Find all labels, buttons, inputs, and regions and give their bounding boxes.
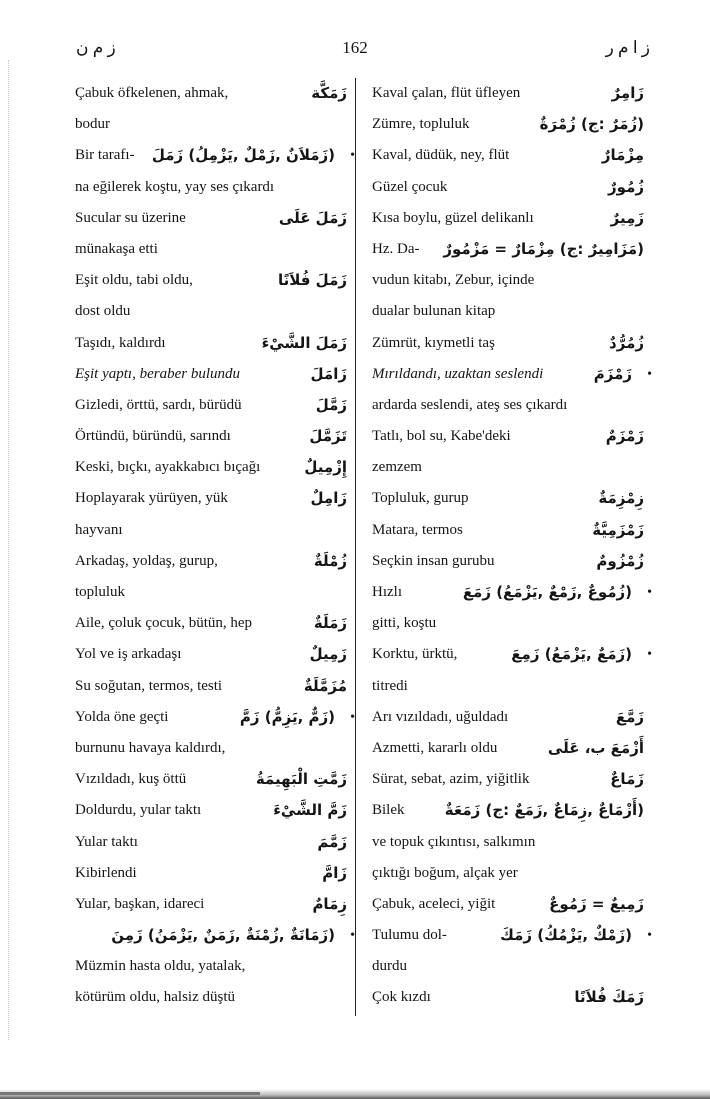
arabic-headword: زَمَكَ فُلاَنًا: [574, 988, 644, 1007]
arabic-headword: زَمَّ الشَّيْءَ: [273, 801, 347, 820]
arabic-headword: (أَزْمَاعٌ ,زِمَاعٌ ,زَمَعٌ :ج) زَمَعَةٌ: [444, 801, 644, 820]
dictionary-line: [372, 452, 644, 483]
definition-text: na eğilerek koştu, yay ses çıkardı: [75, 178, 275, 195]
arabic-headword: مِزْمَارٌ: [601, 146, 644, 165]
definition-text: Matara, termos: [372, 521, 463, 538]
definition-text: Doldurdu, yular taktı: [75, 802, 202, 819]
dictionary-line: [372, 764, 644, 795]
root-bullet: •: [647, 585, 652, 600]
dictionary-line: [75, 577, 347, 608]
dictionary-line: [75, 889, 347, 920]
dictionary-line: [372, 795, 644, 826]
arabic-headword: (زُمُوعٌ ,زَمْعٌ ,يَزْمَعُ) زَمَعَ: [462, 583, 632, 601]
root-bullet: •: [350, 148, 355, 164]
definition-text: Çabuk, aceleci, yiğit: [372, 895, 496, 912]
dictionary-line: [372, 296, 644, 327]
arabic-headword: زَامَّ: [322, 863, 347, 882]
definition-text: Sucular su üzerine: [75, 209, 186, 226]
arabic-headword: (زَمَلاَنٌ ,زَمْلٌ ,يَزْمِلُ) زَمَلَ: [151, 146, 335, 165]
definition-text: kötürüm oldu, halsiz düştü: [75, 989, 235, 1006]
arabic-headword: زَمَّمَ: [317, 832, 347, 851]
dictionary-line: [75, 951, 347, 982]
definition-text: Eşit yaptı, beraber bulundu: [75, 365, 240, 382]
arabic-headword: زِمْزِمَةٌ: [598, 489, 644, 508]
dictionary-line: [372, 328, 644, 359]
definition-text: Aile, çoluk çocuk, bütün, hep: [75, 615, 253, 632]
root-bullet: •: [647, 647, 652, 663]
root-bullet: •: [647, 366, 652, 382]
dictionary-line: [75, 203, 347, 234]
definition-text: dualar bulunan kitap: [372, 303, 496, 320]
arabic-headword: زَامِلٌ: [310, 489, 347, 508]
definition-text: Çok kızdı: [372, 989, 431, 1006]
dictionary-line: [75, 858, 347, 889]
dictionary-line: [372, 265, 644, 296]
dictionary-line: [75, 546, 347, 577]
definition-text: dost oldu: [75, 303, 131, 320]
dictionary-line: [372, 515, 644, 546]
definition-text: Eşit oldu, tabi oldu,: [75, 272, 193, 289]
arabic-headword: زَمَلَةٌ: [313, 614, 347, 633]
dictionary-line: [75, 982, 347, 1013]
definition-text: Yolda öne geçti: [75, 708, 169, 725]
arabic-headword: زَامِرٌ: [611, 84, 644, 102]
definition-text: münakaşa etti: [75, 240, 158, 257]
definition-text: Tatlı, bol su, Kabe'deki: [372, 428, 511, 445]
page-number: 162: [342, 38, 368, 57]
arabic-headword: زَمْزَمَ: [593, 364, 632, 383]
dictionary-line: [372, 951, 644, 982]
definition-text: Arkadaş, yoldaş, gurup,: [75, 552, 218, 569]
arabic-headword: زَمْزَمٌ: [605, 427, 644, 446]
definition-text: Örtündü, büründü, sarındı: [75, 428, 231, 445]
definition-text: Korktu, ürktü,: [372, 646, 458, 663]
definition-text: Kaval çalan, flüt üfleyen: [372, 85, 521, 101]
dictionary-line: [75, 328, 347, 359]
dictionary-line: [75, 452, 347, 483]
arabic-headword: زَمِيعٌ = زَمُوعٌ: [549, 894, 644, 913]
dictionary-line: [75, 827, 347, 858]
arabic-headword: إِزْمِيلٌ: [304, 458, 347, 477]
dictionary-line: [75, 390, 347, 421]
dictionary-line: [372, 639, 652, 670]
dictionary-line: [372, 546, 644, 577]
dictionary-line: [75, 483, 347, 514]
dictionary-line: [372, 733, 644, 764]
dictionary-line: [372, 140, 644, 171]
arabic-headword: زَمَكَّة: [311, 84, 347, 102]
arabic-headword: زَمَّتِ الْبَهِيمَةُ: [255, 770, 347, 789]
dictionary-line: [372, 390, 644, 421]
definition-text: Kaval, düdük, ney, flüt: [372, 147, 510, 164]
definition-text: çıktığı boğum, alçak yer: [372, 864, 518, 881]
arabic-headword: زَمِيرٌ: [610, 208, 644, 227]
dictionary-line: [372, 827, 644, 858]
definition-text: gitti, koştu: [372, 615, 437, 632]
arabic-headword: زَمِيلٌ: [309, 645, 347, 664]
dictionary-line: [75, 78, 347, 109]
arabic-headword: زَمَلَ الشَّيْءَ: [261, 333, 347, 352]
arabic-headword: زَمَّعَ: [615, 707, 644, 726]
definition-text: Arı vızıldadı, uğuldadı: [372, 708, 509, 725]
definition-text: Kibirlendi: [75, 864, 137, 881]
definition-text: Zümrüt, kıymetli taş: [372, 334, 495, 351]
dictionary-line: [372, 577, 652, 608]
definition-text: Bir tarafı-: [75, 147, 135, 164]
dictionary-line: [372, 234, 644, 265]
dictionary-line: [372, 920, 652, 951]
arabic-headword: زِمَامٌ: [312, 894, 347, 913]
definition-text: Taşıdı, kaldırdı: [75, 334, 166, 351]
dictionary-line: [372, 203, 644, 234]
column-divider: [355, 78, 356, 1016]
definition-text: Seçkin insan gurubu: [372, 552, 495, 569]
dictionary-line: [75, 421, 347, 452]
definition-text: Su soğutan, termos, testi: [75, 677, 223, 694]
definition-text: Vızıldadı, kuş öttü: [75, 771, 187, 788]
definition-text: Gizledi, örttü, sardı, bürüdü: [75, 396, 242, 413]
dictionary-line: [75, 359, 347, 390]
root-bullet: •: [647, 928, 652, 944]
arabic-headword: زَامَلَ: [310, 364, 347, 383]
arabic-headword: زَمَاعٌ: [610, 770, 644, 789]
definition-text: Topluluk, gurup: [372, 490, 469, 507]
definition-text: Güzel çocuk: [372, 178, 448, 195]
dictionary-line: [372, 109, 644, 140]
arabic-headword: (زَمٌّ ,يَزِمُّ) زَمَّ: [239, 707, 335, 726]
definition-text: topluluk: [75, 584, 126, 600]
dictionary-line: [372, 671, 644, 702]
arabic-headword: (مَزَامِيرٌ :ج) مِزْمَارٌ = مَزْمُورٌ: [443, 239, 644, 258]
dictionary-line: [75, 764, 347, 795]
arabic-headword: زَمَّلَ: [315, 395, 347, 414]
scan-bottom-mark: [0, 1092, 260, 1095]
definition-text: ardarda seslendi, ateş ses çıkardı: [372, 396, 568, 413]
arabic-headword: (زَمَعٌ ,يَزْمَعُ) زَمِعَ: [511, 645, 632, 664]
dictionary-line: [372, 858, 644, 889]
arabic-headword: (زَمَانَةٌ ,زُمْنَةٌ ,زَمَنٌ ,يَزْمَنُ) زَمِنَ: [111, 926, 335, 945]
definition-text: Sürat, sebat, azim, yiğitlik: [372, 771, 530, 788]
definition-text: Hz. Da-: [372, 240, 420, 257]
dictionary-line: [372, 889, 644, 920]
definition-text: Yular taktı: [75, 833, 138, 850]
dictionary-line: [75, 140, 355, 171]
definition-text: Yol ve iş arkadaşı: [75, 646, 182, 663]
root-bullet: •: [350, 709, 355, 725]
definition-text: Mırıldandı, uzaktan seslendi: [372, 365, 544, 382]
definition-text: burnunu havaya kaldırdı,: [75, 739, 226, 756]
dictionary-line: [75, 265, 347, 296]
dictionary-line: [372, 172, 644, 203]
dictionary-line: [372, 359, 652, 390]
dictionary-line: [75, 671, 347, 702]
dictionary-line: [75, 920, 355, 951]
definition-text: Hoplayarak yürüyen, yük: [75, 490, 228, 507]
dictionary-line: [372, 982, 644, 1013]
dictionary-line: [75, 733, 347, 764]
dictionary-line: [372, 608, 644, 639]
arabic-headword: زَمْزَمِيَّةٌ: [592, 520, 644, 539]
dictionary-line: [75, 608, 347, 639]
page-header: [0, 32, 710, 62]
arabic-headword: مُزَمَّلَةٌ: [303, 676, 347, 695]
arabic-headword: زُمُورٌ: [608, 177, 644, 196]
dictionary-line: [372, 421, 644, 452]
dictionary-line: [75, 296, 347, 327]
definition-text: Keski, bıçkı, ayakkabıcı bıçağı: [75, 459, 261, 476]
definition-text: bodur: [75, 116, 110, 133]
dictionary-line: [75, 702, 355, 733]
arabic-headword: زُمْلَةٌ: [313, 551, 347, 570]
arabic-headword: (زُمَرٌ :ج) زُمْرَةٌ: [539, 115, 644, 134]
definition-text: Hızlı: [372, 584, 402, 600]
definition-text: Yular, başkan, idareci: [75, 895, 205, 912]
definition-text: Müzmin hasta oldu, yatalak,: [75, 958, 246, 975]
definition-text: Azmetti, kararlı oldu: [372, 739, 498, 756]
arabic-headword: (زَمْكٌ ,يَزْمُكُ) زَمَكَ: [500, 926, 632, 945]
arabic-headword: زُمُرُّدٌ: [609, 333, 644, 352]
arabic-headword: زُمْزُومٌ: [596, 551, 644, 570]
definition-text: titredi: [372, 677, 408, 694]
definition-text: vudun kitabı, Zebur, içinde: [372, 272, 535, 289]
dictionary-line: [75, 234, 347, 265]
definition-text: ve topuk çıkıntısı, salkımın: [372, 833, 536, 850]
root-bullet: •: [350, 928, 355, 944]
left-column: [75, 78, 355, 1014]
dictionary-line: [372, 78, 644, 109]
arabic-headword: زَمَلَ عَلَى: [278, 208, 347, 227]
dictionary-line: [75, 172, 347, 203]
header-left-letters: ز م ن: [76, 38, 116, 57]
header-right-letters: ز ا م ر: [605, 38, 650, 57]
dictionary-line: [372, 702, 644, 733]
right-column: [372, 78, 652, 1014]
arabic-headword: زَمَلَ فُلاَنًا: [277, 271, 347, 290]
dictionary-line: [75, 795, 347, 826]
definition-text: hayvanı: [75, 521, 123, 538]
scan-edge: [8, 60, 9, 1040]
definition-text: Tulumu dol-: [372, 927, 447, 944]
definition-text: Kısa boylu, güzel delikanlı: [372, 209, 534, 226]
dictionary-line: [75, 515, 347, 546]
definition-text: Zümre, topluluk: [372, 116, 470, 133]
definition-text: Çabuk öfkelenen, ahmak,: [75, 85, 229, 101]
dictionary-line: [372, 483, 644, 514]
arabic-headword: أَزْمَعَ ب، عَلَى: [547, 738, 644, 757]
dictionary-line: [75, 639, 347, 670]
definition-text: Bilek: [372, 802, 405, 819]
definition-text: zemzem: [372, 459, 422, 476]
definition-text: durdu: [372, 958, 407, 975]
arabic-headword: تَزَمَّلَ: [309, 427, 347, 446]
dictionary-line: [75, 109, 347, 140]
